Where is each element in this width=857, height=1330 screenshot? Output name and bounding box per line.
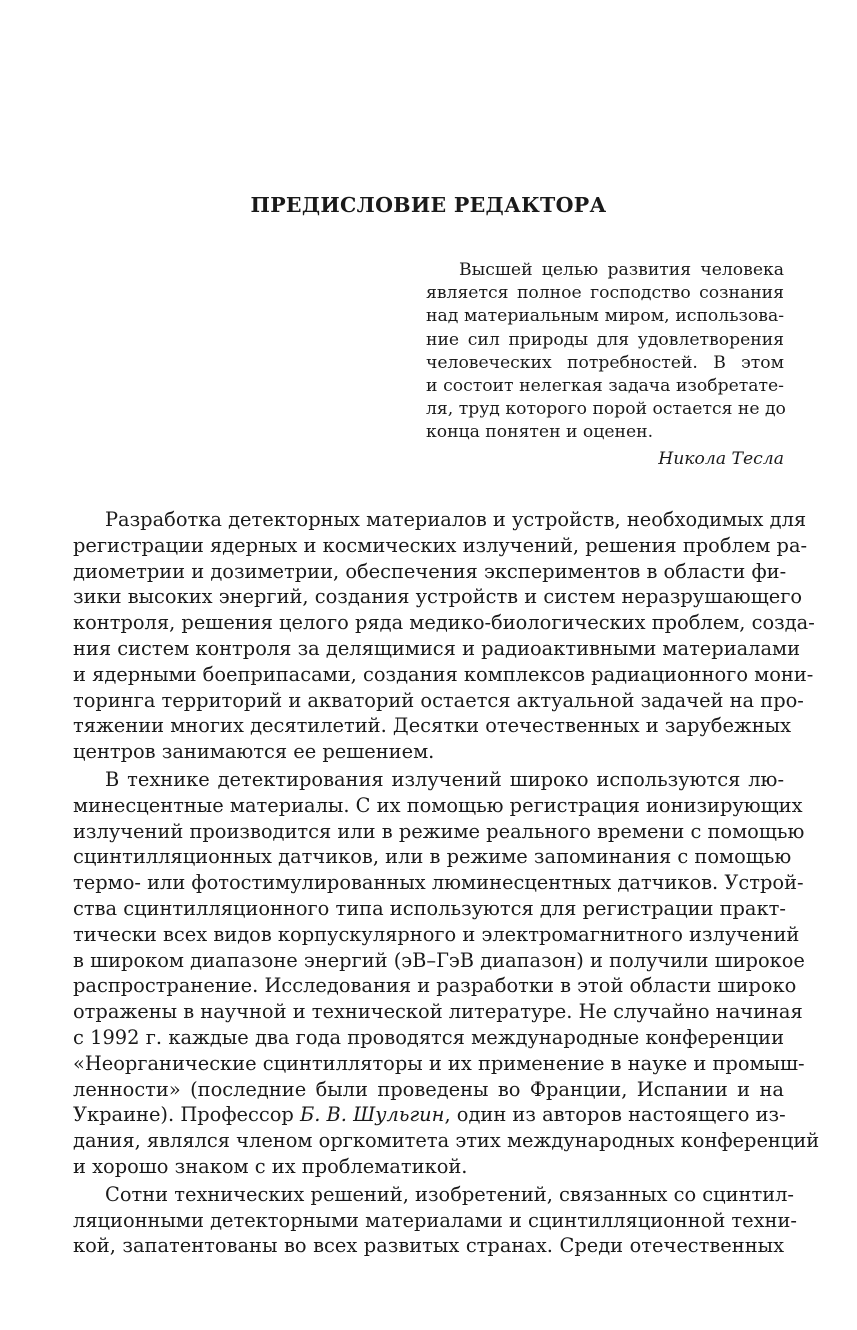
text-line: дания, являлся членом оргкомитета этих международных конференций [73, 1129, 820, 1153]
text-line: регистрации ядерных и космических излучений, решения проблем ра- [73, 533, 808, 557]
text-line: центров занимаются ее решением. [73, 740, 435, 764]
text-line: отражены в научной и технической литературе. Не случайно начиная [73, 1000, 803, 1024]
text-line: и ядерными боеприпасами, создания комплексов радиационного мони- [73, 662, 814, 686]
text-line: «Неорганические сцинтилляторы и их применение в науке и промыш- [73, 1051, 805, 1075]
text-line: ленности» (последние были проведены во Франции, Испании и на [73, 1077, 784, 1101]
text-line: В технике детектирования излучений широко используются лю- [105, 767, 784, 791]
text-line [73, 1102, 784, 1128]
text-line: излучений производится или в режиме реального времени с помощью [73, 819, 805, 843]
text-line: ляционными детекторными материалами и сцинтилляционной техни- [73, 1208, 797, 1232]
epigraph-line: Высшей целью развития человека [459, 260, 784, 280]
text-line: сцинтилляционных датчиков, или в режиме запоминания с помощью [73, 845, 792, 869]
epigraph-line: человеческих потребностей. В этом [426, 352, 784, 373]
page [73, 0, 820, 1330]
text-line: тяжении многих десятилетий. Десятки отечественных и зарубежных [73, 714, 792, 738]
epigraph-line: над материальным миром, использова- [426, 306, 784, 327]
text-line: Разработка детекторных материалов и устройств, необходимых для [105, 508, 807, 531]
text-fragment: , один из авторов настоящего из- [444, 1103, 786, 1127]
body-text [73, 507, 820, 1260]
text-line: ния систем контроля за делящимися и радиоактивными материалами [73, 636, 801, 660]
text-line: ства сцинтилляционного типа используются для регистрации практ- [73, 896, 786, 920]
epigraph-line: является полное господство сознания [426, 283, 784, 304]
paragraph-3 [73, 1182, 797, 1259]
text-line: торинга территорий и акваторий остается актуальной задачей на про- [73, 688, 804, 712]
text-line: диометрии и дозиметрии, обеспечения экспериментов в области фи- [73, 559, 787, 583]
text-line: минесцентные материалы. С их помощью регистрация ионизирующих [73, 793, 803, 817]
text-line: и хорошо знаком с их проблематикой. [73, 1154, 468, 1178]
author-name: Б. В. Шульгин [299, 1103, 445, 1127]
epigraph-line: и состоит нелегкая задача изобретате- [426, 376, 784, 397]
text-fragment: Украине). Профессор [73, 1103, 300, 1127]
text-line: тически всех видов корпускулярного и электромагнитного излучений [73, 922, 800, 946]
text-line: зики высоких энергий, создания устройств и систем неразрушающего [73, 585, 803, 609]
epigraph-author: Никола Тесла [658, 448, 784, 469]
paragraph-2 [73, 767, 820, 1180]
epigraph-line: ля, труд которого порой остается не до [426, 399, 786, 420]
epigraph-line: конца понятен и оценен. [426, 422, 654, 443]
text-line: с 1992 г. каждые два года проводятся международные конференции [73, 1025, 784, 1049]
paragraph-1 [73, 507, 815, 765]
epigraph-line: ние сил природы для удовлетворения [426, 329, 784, 350]
text-line: термо- или фотостимулированных люминесцентных датчиков. Устрой- [73, 871, 804, 895]
text-line: Сотни технических решений, изобретений, связанных со сцинтил- [105, 1182, 794, 1206]
page-title: ПРЕДИСЛОВИЕ РЕДАКТОРА [250, 193, 607, 217]
text-line: распространение. Исследования и разработки в этой области широко [73, 974, 797, 998]
text-line: контроля, решения целого ряда медико-биологических проблем, созда- [73, 611, 815, 635]
epigraph [426, 259, 784, 471]
text-line: в широком диапазоне энергий (эВ–ГэВ диапазон) и получили широкое [73, 948, 805, 972]
text-line: кой, запатентованы во всех развитых странах. Среди отечественных [73, 1234, 784, 1258]
